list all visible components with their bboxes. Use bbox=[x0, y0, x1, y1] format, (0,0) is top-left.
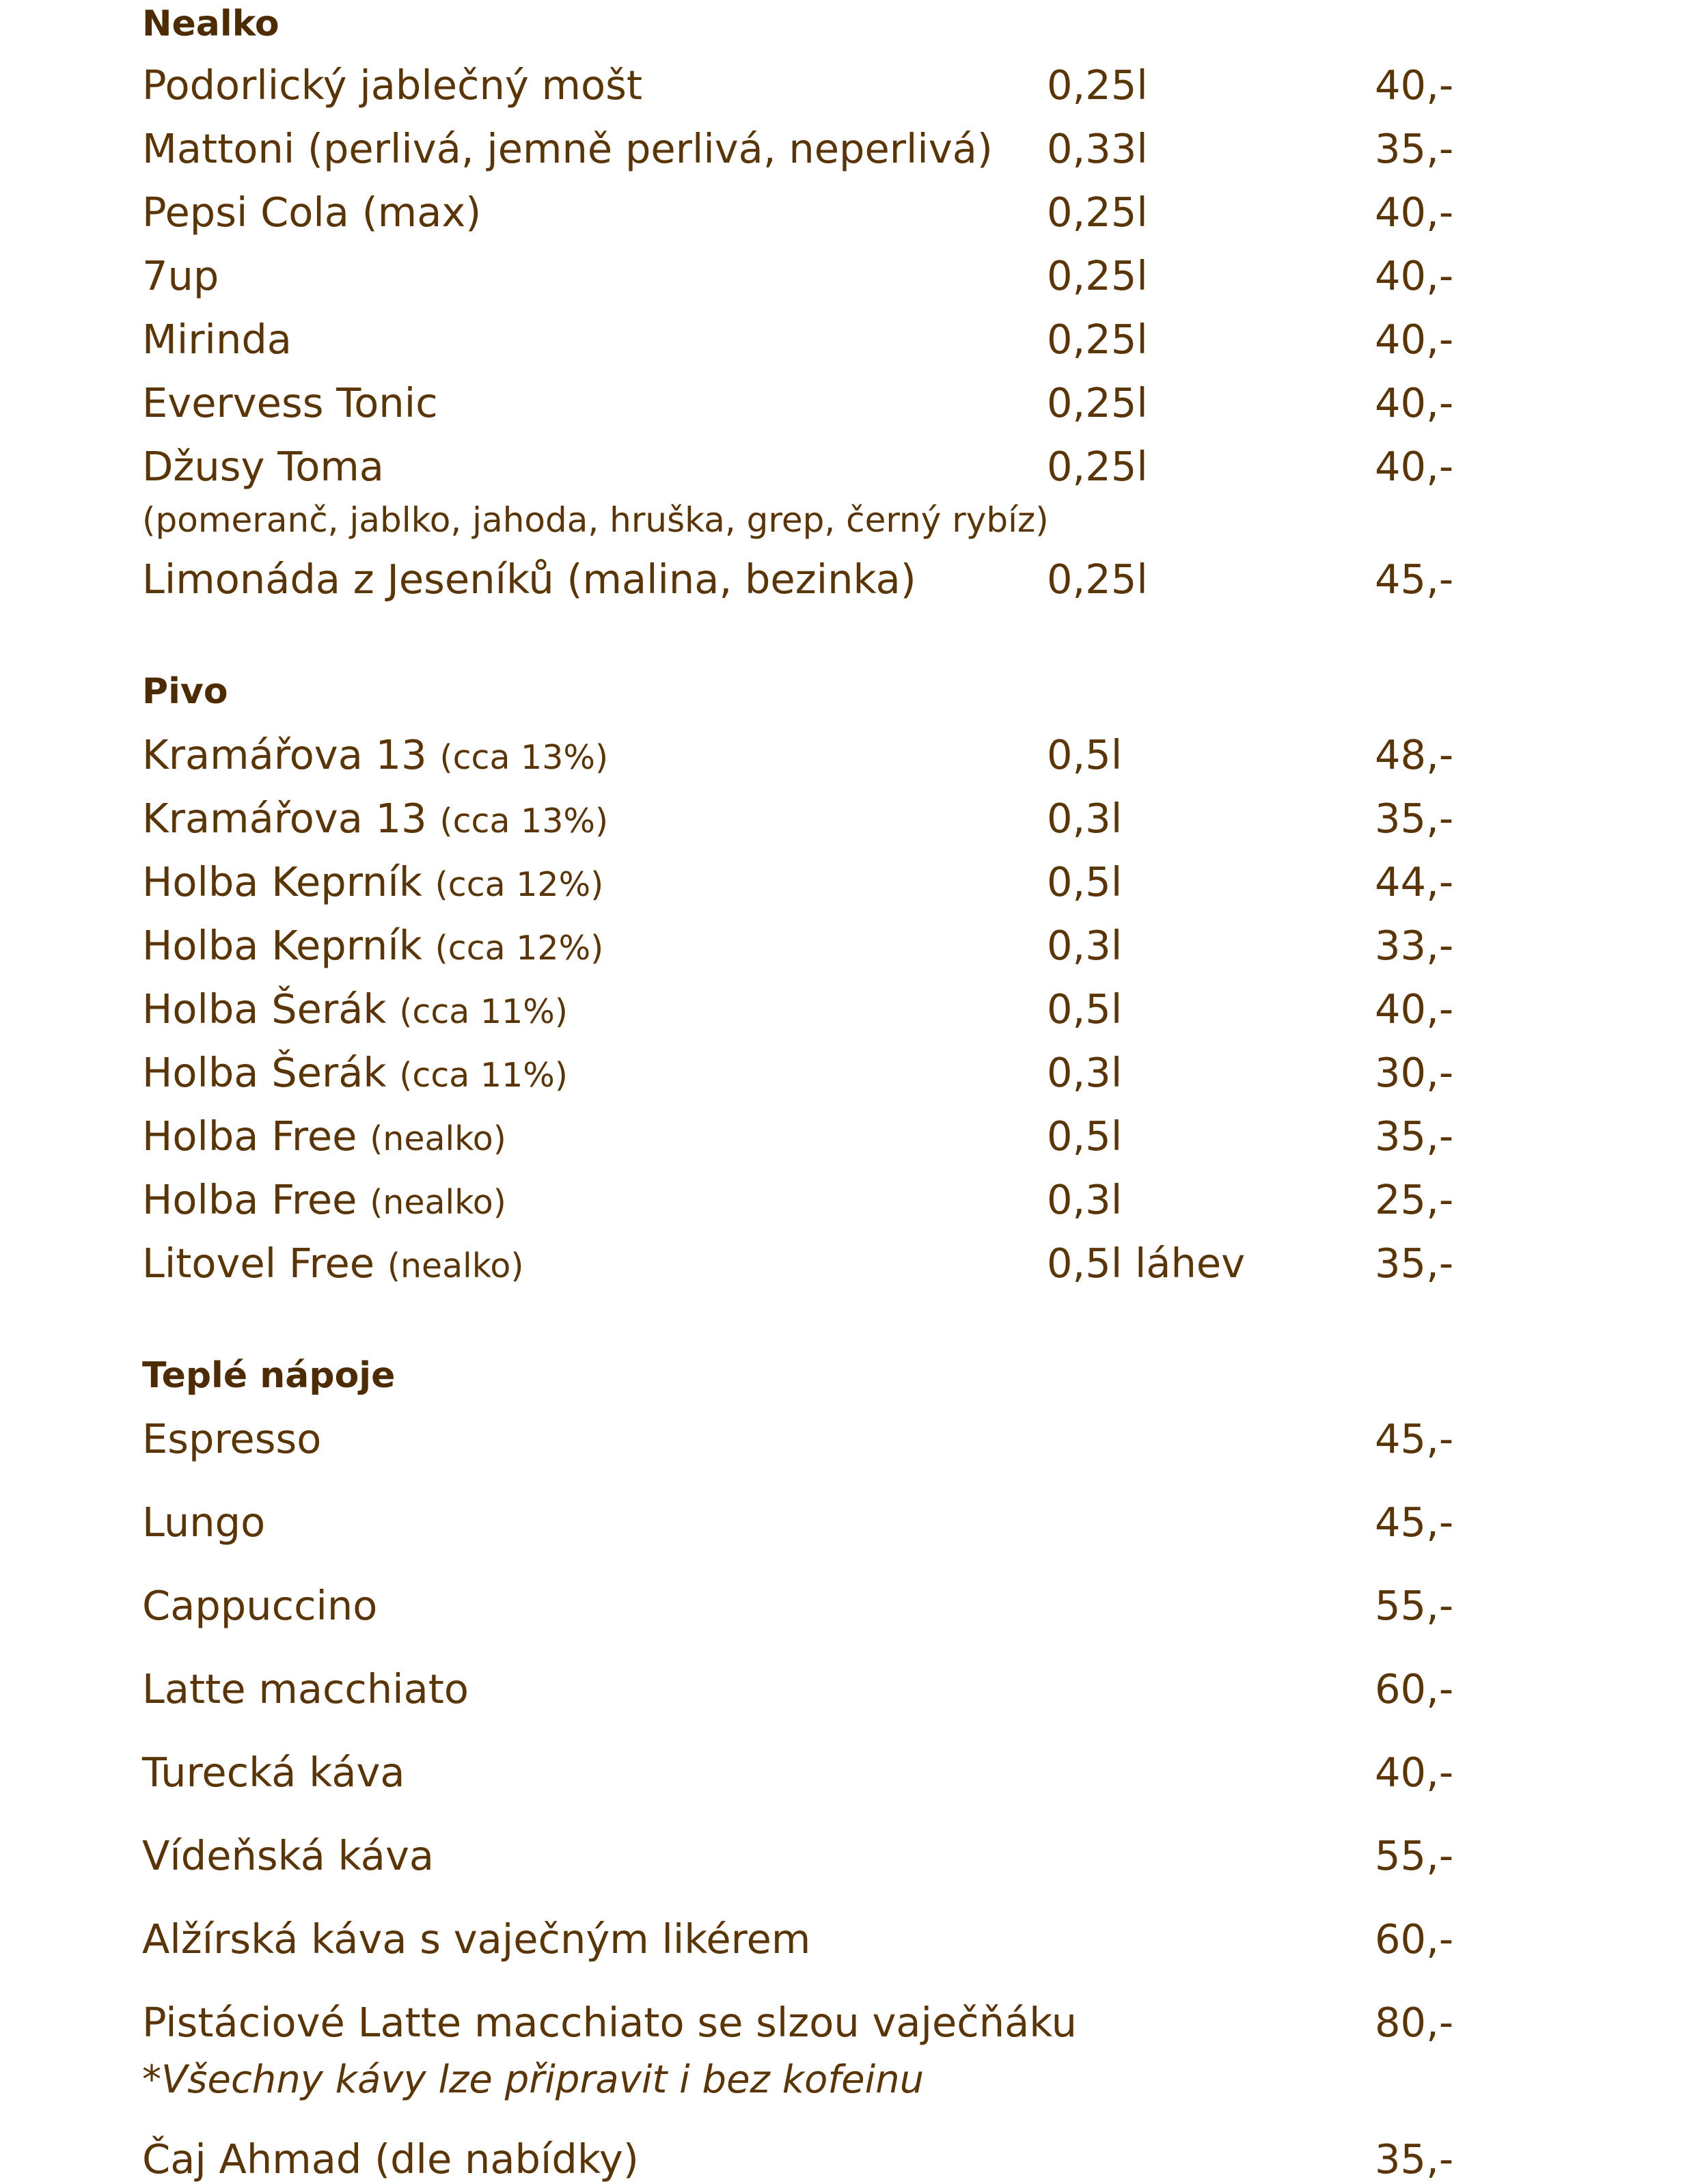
item-name: Mirinda bbox=[142, 316, 292, 363]
item-note: (cca 13%) bbox=[439, 802, 609, 841]
item-volume: 0,5l bbox=[1047, 731, 1123, 778]
menu-item bbox=[142, 252, 1509, 300]
menu-item bbox=[142, 1113, 1509, 1160]
item-name: Limonáda z Jeseníků (malina, bezinka) bbox=[142, 556, 916, 603]
item-note: (cca 11%) bbox=[399, 992, 568, 1031]
item-price: 40,- bbox=[1375, 379, 1454, 426]
item-note: (nealko) bbox=[370, 1183, 506, 1222]
item-volume: 0,25l bbox=[1047, 443, 1148, 490]
section-title-nealko: Nealko bbox=[142, 3, 279, 44]
menu-item bbox=[142, 443, 1509, 491]
item-name: Podorlický jablečný mošt bbox=[142, 62, 642, 109]
item-price: 80,- bbox=[1375, 1999, 1454, 2046]
item-volume: 0,25l bbox=[1047, 252, 1148, 299]
item-name: Litovel Free bbox=[142, 1240, 375, 1287]
menu-item bbox=[142, 1915, 1509, 1963]
item-price: 40,- bbox=[1375, 443, 1454, 490]
item-price: 45,- bbox=[1375, 1415, 1454, 1462]
menu-item bbox=[142, 1499, 1509, 1546]
menu-item bbox=[142, 1999, 1509, 2047]
item-note: (cca 12%) bbox=[435, 929, 604, 968]
menu-item bbox=[142, 1832, 1509, 1880]
menu-item bbox=[142, 189, 1509, 236]
item-subtext: (pomeranč, jablko, jahoda, hruška, grep, černý rybíz) bbox=[142, 500, 1049, 540]
section-title-teple-napoje: Teplé nápoje bbox=[142, 1355, 396, 1396]
item-price: 35,- bbox=[1375, 795, 1454, 842]
item-price: 40,- bbox=[1375, 252, 1454, 299]
menu-item bbox=[142, 1582, 1509, 1630]
item-volume: 0,5l láhev bbox=[1047, 1240, 1246, 1287]
item-name: Espresso bbox=[142, 1415, 322, 1462]
item-volume: 0,33l bbox=[1047, 125, 1148, 172]
menu-item bbox=[142, 1665, 1509, 1713]
item-name: Holba Free bbox=[142, 1176, 357, 1223]
item-volume: 0,3l bbox=[1047, 1049, 1123, 1096]
item-name: Holba Keprník bbox=[142, 922, 422, 969]
menu-item bbox=[142, 62, 1509, 109]
item-price: 40,- bbox=[1375, 316, 1454, 363]
menu-item bbox=[142, 1049, 1509, 1097]
menu-item bbox=[142, 316, 1509, 364]
menu-item bbox=[142, 731, 1509, 779]
menu-item bbox=[142, 922, 1509, 970]
item-price: 35,- bbox=[1375, 1240, 1454, 1287]
item-volume: 0,3l bbox=[1047, 795, 1123, 842]
item-note: (cca 11%) bbox=[399, 1056, 568, 1095]
item-price: 33,- bbox=[1375, 922, 1454, 969]
item-price: 40,- bbox=[1375, 62, 1454, 109]
item-price: 30,- bbox=[1375, 1049, 1454, 1096]
item-volume: 0,25l bbox=[1047, 556, 1148, 603]
item-name: Holba Free bbox=[142, 1113, 357, 1160]
item-name: Turecká káva bbox=[142, 1749, 405, 1796]
section-title-pivo: Pivo bbox=[142, 671, 228, 712]
item-name: Cappuccino bbox=[142, 1582, 378, 1629]
item-name: Pepsi Cola (max) bbox=[142, 189, 482, 236]
item-note: (cca 13%) bbox=[439, 738, 609, 777]
item-name: Kramářova 13 bbox=[142, 795, 427, 842]
menu-item bbox=[142, 1176, 1509, 1224]
item-name: Vídeňská káva bbox=[142, 1832, 435, 1879]
item-price: 25,- bbox=[1375, 1176, 1454, 1223]
item-price: 48,- bbox=[1375, 731, 1454, 778]
menu-item bbox=[142, 1240, 1509, 1287]
item-name: Džusy Toma bbox=[142, 443, 384, 490]
item-name: Kramářova 13 bbox=[142, 731, 427, 778]
item-price: 45,- bbox=[1375, 1499, 1454, 1546]
decaf-footnote: *Všechny kávy lze připravit i bez kofeinu bbox=[142, 2058, 924, 2102]
item-name: Alžírská káva s vaječným likérem bbox=[142, 1915, 811, 1963]
item-price: 35,- bbox=[1375, 125, 1454, 172]
item-volume: 0,5l bbox=[1047, 858, 1123, 905]
item-name: 7up bbox=[142, 252, 219, 299]
item-price: 60,- bbox=[1375, 1915, 1454, 1963]
item-volume: 0,3l bbox=[1047, 922, 1123, 969]
item-price: 40,- bbox=[1375, 189, 1454, 236]
item-price: 40,- bbox=[1375, 985, 1454, 1033]
item-note: (nealko) bbox=[387, 1246, 524, 1285]
item-name: Lungo bbox=[142, 1499, 266, 1546]
item-price: 40,- bbox=[1375, 1749, 1454, 1796]
menu-item bbox=[142, 858, 1509, 906]
menu-item bbox=[142, 1415, 1509, 1463]
menu-item bbox=[142, 125, 1509, 173]
menu-item bbox=[142, 556, 1509, 603]
item-name: Evervess Tonic bbox=[142, 379, 438, 426]
item-volume: 0,25l bbox=[1047, 379, 1148, 426]
item-volume: 0,3l bbox=[1047, 1176, 1123, 1223]
item-price: 35,- bbox=[1375, 2135, 1454, 2183]
item-price: 45,- bbox=[1375, 556, 1454, 603]
menu-item bbox=[142, 1749, 1509, 1797]
item-volume: 0,25l bbox=[1047, 62, 1148, 109]
menu-item bbox=[142, 2135, 1509, 2183]
item-name: Holba Šerák bbox=[142, 1049, 387, 1096]
item-price: 44,- bbox=[1375, 858, 1454, 905]
item-name: Čaj Ahmad (dle nabídky) bbox=[142, 2135, 639, 2183]
item-price: 60,- bbox=[1375, 1665, 1454, 1712]
item-name: Mattoni (perlivá, jemně perlivá, neperlivá) bbox=[142, 125, 993, 172]
item-name: Holba Keprník bbox=[142, 858, 422, 905]
item-volume: 0,25l bbox=[1047, 189, 1148, 236]
item-note: (nealko) bbox=[370, 1119, 506, 1158]
item-volume: 0,25l bbox=[1047, 316, 1148, 363]
item-volume: 0,5l bbox=[1047, 985, 1123, 1033]
item-note: (cca 12%) bbox=[435, 865, 604, 904]
item-price: 55,- bbox=[1375, 1582, 1454, 1629]
item-name: Latte macchiato bbox=[142, 1665, 469, 1712]
item-name: Holba Šerák bbox=[142, 985, 387, 1033]
item-name: Pistáciové Latte macchiato se slzou vaječňáku bbox=[142, 1999, 1078, 2046]
menu-item bbox=[142, 795, 1509, 843]
item-price: 55,- bbox=[1375, 1832, 1454, 1879]
item-volume: 0,5l bbox=[1047, 1113, 1123, 1160]
menu-item bbox=[142, 379, 1509, 427]
menu-item bbox=[142, 985, 1509, 1033]
item-price: 35,- bbox=[1375, 1113, 1454, 1160]
